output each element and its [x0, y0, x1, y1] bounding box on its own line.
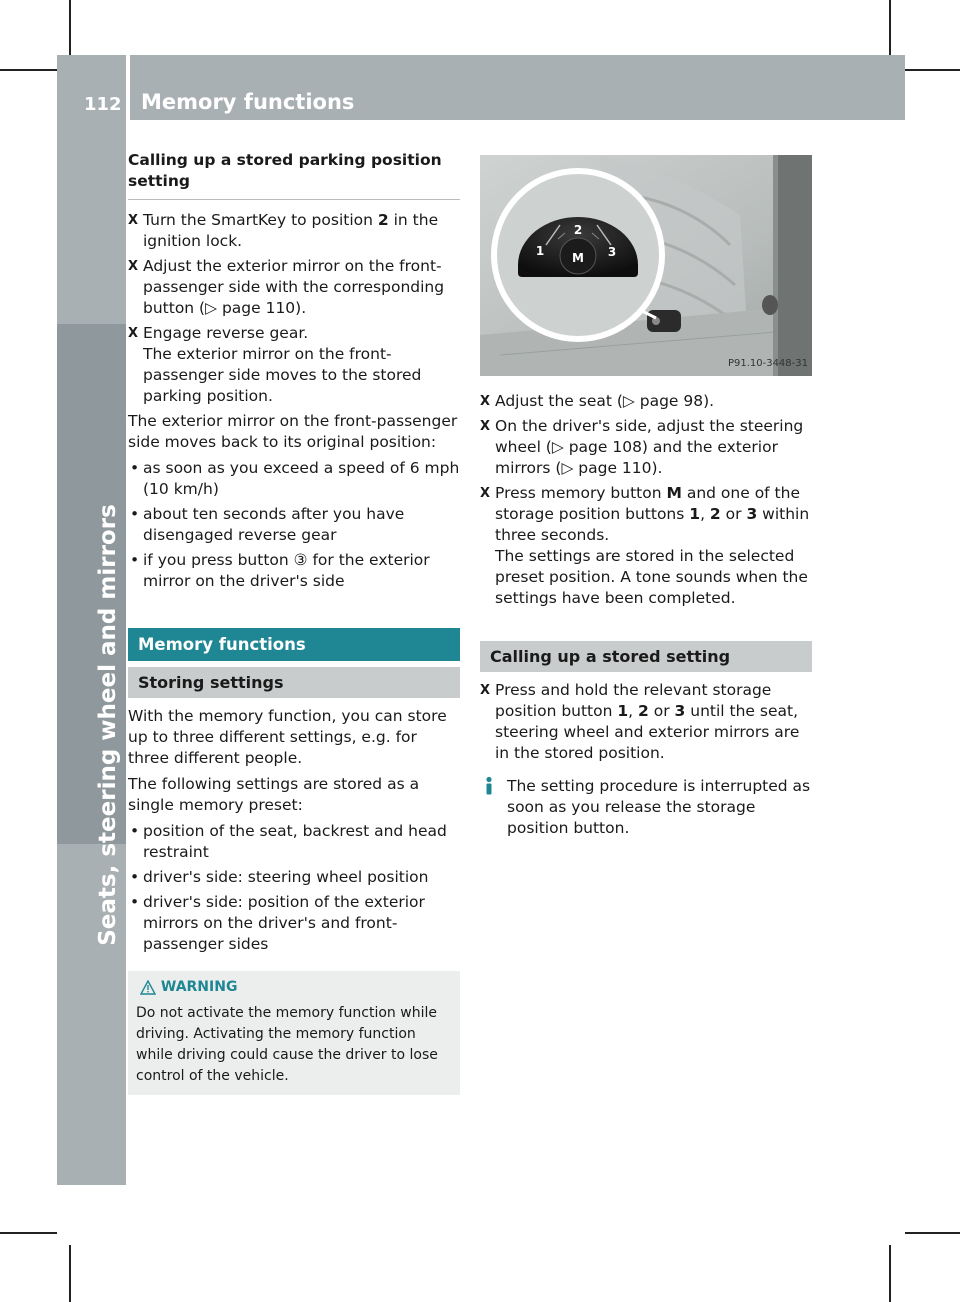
step-item: X Press and hold the relevant storage position button 1, 2 or 3 until the seat, steering wheel and exterior mirrors are in the stored position.: [480, 680, 812, 764]
paragraph: The following settings are stored as a single memory preset:: [128, 775, 420, 814]
info-icon: [480, 776, 498, 796]
paragraph: With the memory function, you can store up to three different settings, e.g. for three different people.: [128, 707, 447, 767]
crop-mark: [905, 69, 960, 71]
step-item: X Press memory button M and one of the storage position buttons 1, 2 or 3 within three seconds. The settings are stored in the selected preset position. A tone sounds when the settings have been completed.: [480, 483, 812, 609]
left-column: [128, 150, 460, 1095]
warning-icon: [140, 980, 156, 995]
crop-mark: [905, 1232, 960, 1234]
list-item: • if you press button ③ for the exterior mirror on the driver's side: [128, 550, 460, 592]
list-item: • driver's side: position of the exterior mirrors on the driver's and front-passenger sides: [128, 892, 460, 955]
step-item: X Turn the SmartKey to position 2 in the ignition lock.: [128, 210, 460, 252]
page-title: Memory functions: [141, 90, 355, 114]
image-code: P91.10-3448-31: [727, 358, 808, 369]
list-item: • about ten seconds after you have disengaged reverse gear: [128, 504, 460, 546]
warning-box: [128, 971, 460, 1095]
list-item: • position of the seat, backrest and head restraint: [128, 821, 460, 863]
seat-photo: [480, 155, 812, 376]
crop-mark: [69, 1245, 71, 1302]
step-item: X Adjust the seat (▷ page 98).: [480, 391, 812, 412]
crop-mark: [0, 69, 57, 71]
memory-button-1-label: 1: [535, 244, 545, 258]
crop-mark: [889, 1245, 891, 1302]
warning-title: WARNING: [160, 979, 238, 995]
crop-mark: [889, 0, 891, 57]
step-item: X On the driver's side, adjust the steering wheel (▷ page 108) and the exterior mirrors (▷ page 110).: [480, 416, 812, 479]
info-text: The setting procedure is interrupted as soon as you release the storage position button.: [507, 777, 811, 837]
section-title: Memory functions: [128, 628, 460, 661]
step-item: X Engage reverse gear. The exterior mirror on the front-passenger side moves to the stored parking position.: [128, 323, 460, 407]
subsection-title: Storing settings: [128, 667, 460, 698]
memory-button-m-label: M: [572, 251, 584, 265]
subsection-title: Calling up a stored setting: [480, 641, 812, 672]
info-note: [480, 776, 812, 839]
step-item: X Adjust the exterior mirror on the front-passenger side with the corresponding button (▷ page 110).: [128, 256, 460, 319]
list-item: • as soon as you exceed a speed of 6 mph (10 km/h): [128, 458, 460, 500]
right-column: [480, 155, 812, 839]
header-separator: [126, 55, 130, 120]
memory-button-3-label: 3: [607, 245, 617, 259]
step-result: The settings are stored in the selected preset position. A tone sounds when the settings have been completed.: [495, 547, 808, 607]
crop-mark: [69, 0, 71, 57]
memory-button-2-label: 2: [573, 223, 583, 237]
paragraph: The exterior mirror on the front-passenger side moves back to its original position:: [128, 412, 458, 451]
warning-text: Do not activate the memory function while driving. Activating the memory function while driving could cause the driver to lose control of the vehicle.: [136, 1004, 438, 1084]
step-result: The exterior mirror on the front-passenger side moves to the stored parking position.: [143, 345, 422, 405]
memory-button-illustration: [480, 155, 812, 376]
crop-mark: [0, 1232, 57, 1234]
list-item: • driver's side: steering wheel position: [128, 867, 460, 888]
parking-heading: Calling up a stored parking position setting: [128, 150, 460, 200]
chapter-tab-label: Seats, steering wheel and mirrors: [95, 504, 121, 946]
page-number: 112: [84, 94, 122, 115]
